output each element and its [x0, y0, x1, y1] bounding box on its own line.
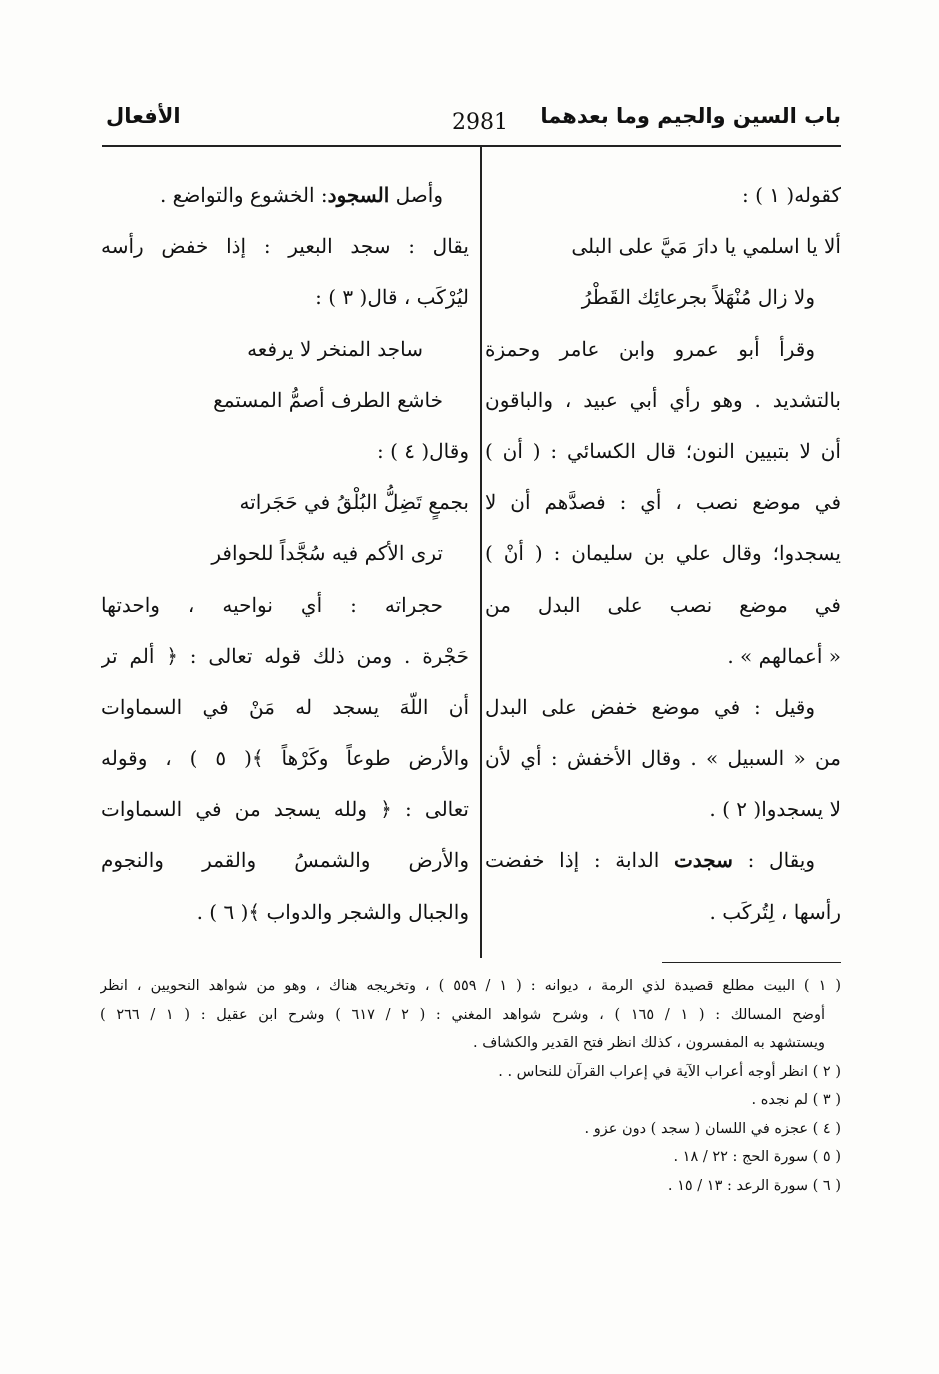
verse-line: بجمعٍ تَضِلُّ البُلْقُ في حَجَراته [239, 490, 469, 515]
verse-line: خاشع الطرف أصمُّ المستمع [213, 387, 443, 412]
text-line: ليُرْكَب ، قال( ٣ ) : [315, 285, 469, 310]
text-line: يسجدوا؛ وقال علي بن سليمان : ( أنْ ) [485, 541, 841, 566]
footnote-line: ويستشهد به المفسرون ، كذلك انظر فتح القدير والكشاف . [473, 1035, 825, 1051]
text-fragment: ويقال : [732, 848, 815, 873]
text-line: وقال( ٤ ) : [376, 438, 469, 463]
text-fragment: الدابة : إذا خفضت [485, 848, 674, 873]
text-line: في موضع نصب على البدل من [485, 592, 841, 617]
text-line: بالتشديد . وهو رأي أبي عبيد ، والباقون [485, 387, 841, 412]
verse-line: ساجد المنخر لا يرفعه [247, 336, 423, 361]
text-line: تعالى : ﴿ ولله يسجد من في السماوات [101, 797, 469, 822]
text-line [101, 170, 469, 221]
bold-term: السجود [327, 183, 390, 207]
section-heading: الأفعال [106, 104, 181, 128]
column-divider [480, 146, 482, 958]
text-line: حجراته : أي نواحيه ، واحدتها [101, 592, 443, 617]
verse-line: ألا يا اسلمي يا دارَ مَيَّ على البلى [571, 234, 841, 259]
footnote-rule [662, 962, 841, 963]
text-line: وقرأ أبو عمرو وابن عامر وحمزة [485, 336, 815, 361]
footnote-line: ( ٢ ) انظر أوجه أعراب الآية في إعراب القرآن للنحاس . . [498, 1063, 841, 1080]
left-column [101, 170, 469, 938]
text-line: لا يسجدوا( ٢ ) . [709, 797, 841, 822]
text-fragment: : الخشوع والتواضع . [159, 183, 328, 207]
right-column [485, 170, 841, 938]
text-line: وقيل : في موضع خفض على البدل [485, 694, 815, 719]
text-line: والأرض والشمسُ والقمر والنجوم [101, 848, 469, 873]
text-line: أن اللّهَ يسجد له مَنْ في السماوات [101, 694, 469, 719]
text-line [485, 835, 841, 886]
text-line: يقال : سجد البعير : إذا خفض رأسه [101, 234, 469, 259]
text-line: « أعمالهم » . [727, 643, 841, 668]
page-number: 2981 [452, 110, 508, 135]
text-fragment: وأصل [389, 183, 443, 207]
footnote-line: ( ٣ ) لم نجده . [751, 1092, 841, 1108]
text-line: والأرض طوعاً وكَرْهاً ﴾( ٥ ) ، وقوله [101, 746, 469, 771]
text-line: كقوله( ١ ) : [742, 183, 841, 207]
text-line: في موضع نصب ، أي : فصدَّهم أن لا [485, 490, 841, 515]
verse-line: ولا زال مُنْهَلاً بجرعائِك القَطْرُ [581, 285, 815, 310]
header-rule [102, 145, 841, 147]
text-line: حَجْرة . ومن ذلك قوله تعالى : ﴿ ألم تر [101, 643, 469, 668]
footnote-line: ( ٦ ) سورة الرعد : ١٣ / ١٥ . [667, 1177, 841, 1194]
text-line: رأسها ، لِتُركَب . [709, 899, 841, 924]
text-line: من « السبيل » . وقال الأخفش : أي لأن [485, 746, 841, 771]
text-line: والجبال والشجر والدواب ﴾( ٦ ) . [196, 899, 469, 924]
bold-term: سجدت [673, 848, 733, 873]
footnote-line: أوضح المسالك : ( ١ / ١٦٥ ) ، وشرح شواهد المغني : ( ٢ / ٦١٧ ) وشرح ابن عقيل : ( ١ / ٢٦٦ ) [100, 1006, 825, 1023]
footnote-line: ( ٥ ) سورة الحج : ٢٢ / ١٨ . [673, 1149, 841, 1165]
footnote-line: ( ١ ) البيت مطلع قصيدة لذي الرمة ، ديوانه : ( ١ / ٥٥٩ ) ، وتخريجه هناك ، وهو من شواهد النحويين ، انظر [100, 978, 841, 994]
footnote-line: ( ٤ ) عجزه في اللسان ( سجد ) دون عزو . [584, 1120, 841, 1137]
chapter-heading: باب السين والجيم وما بعدهما [540, 104, 841, 128]
text-line: أن لا بتبيين النون؛ قال الكسائي : ( أن ) [485, 438, 841, 463]
verse-line: ترى الأكم فيه سُجَّداً للحوافر [211, 541, 443, 566]
footnotes [100, 972, 841, 1200]
